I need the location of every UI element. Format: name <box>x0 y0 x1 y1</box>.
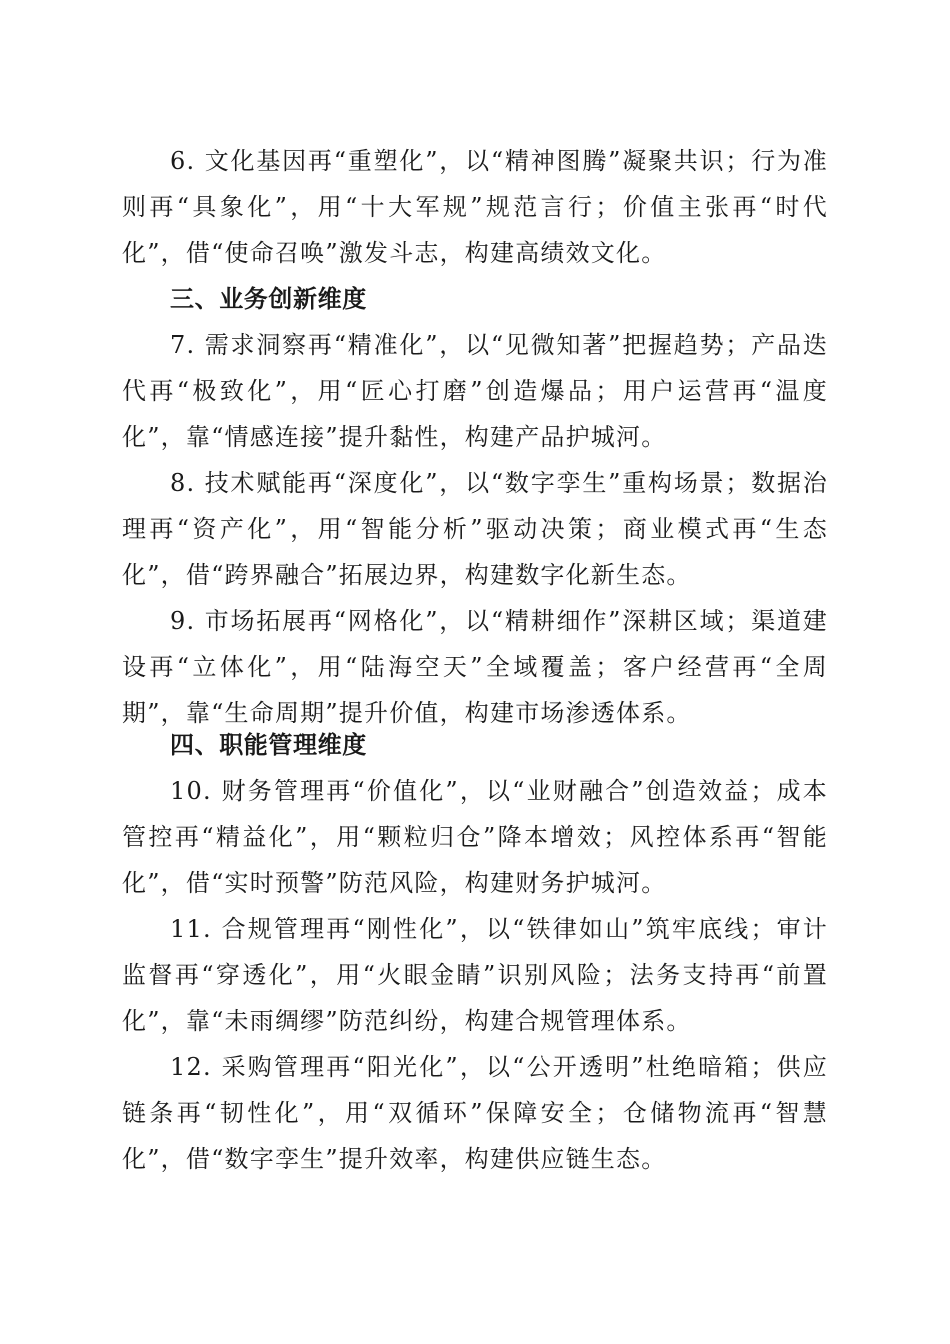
paragraph-8: 8. 技术赋能再“深度化”，以“数字孪生”重构场景；数据治理再“资产化”，用“智能分析”驱动决策；商业模式再“生态化”，借“跨界融合”拓展边界，构建数字化新生态。 <box>122 469 828 589</box>
paragraph-6: 6. 文化基因再“重塑化”，以“精神图腾”凝聚共识；行为准则再“具象化”，用“十大军规”规范言行；价值主张再“时代化”，借“使命召唤”激发斗志，构建高绩效文化。 <box>122 147 828 267</box>
section-heading-4: 四、职能管理维度 <box>170 731 367 759</box>
paragraph-7: 7. 需求洞察再“精准化”，以“见微知著”把握趋势；产品迭代再“极致化”，用“匠心打磨”创造爆品；用户运营再“温度化”，靠“情感连接”提升黏性，构建产品护城河。 <box>122 331 828 451</box>
paragraph-9: 9. 市场拓展再“网格化”，以“精耕细作”深耕区域；渠道建设再“立体化”，用“陆海空天”全域覆盖；客户经营再“全周期”，靠“生命周期”提升价值，构建市场渗透体系。 <box>122 607 828 727</box>
paragraph-11: 11. 合规管理再“刚性化”，以“铁律如山”筑牢底线；审计监督再“穿透化”，用“火眼金睛”识别风险；法务支持再“前置化”，靠“未雨绸缪”防范纠纷，构建合规管理体系。 <box>122 915 828 1035</box>
section-heading-3: 三、业务创新维度 <box>170 285 367 313</box>
paragraph-10: 10. 财务管理再“价值化”，以“业财融合”创造效益；成本管控再“精益化”，用“颗粒归仓”降本增效；风控体系再“智能化”，借“实时预警”防范风险，构建财务护城河。 <box>122 777 828 897</box>
paragraph-12: 12. 采购管理再“阳光化”，以“公开透明”杜绝暗箱；供应链条再“韧性化”，用“双循环”保障安全；仓储物流再“智慧化”，借“数字孪生”提升效率，构建供应链生态。 <box>122 1053 828 1173</box>
